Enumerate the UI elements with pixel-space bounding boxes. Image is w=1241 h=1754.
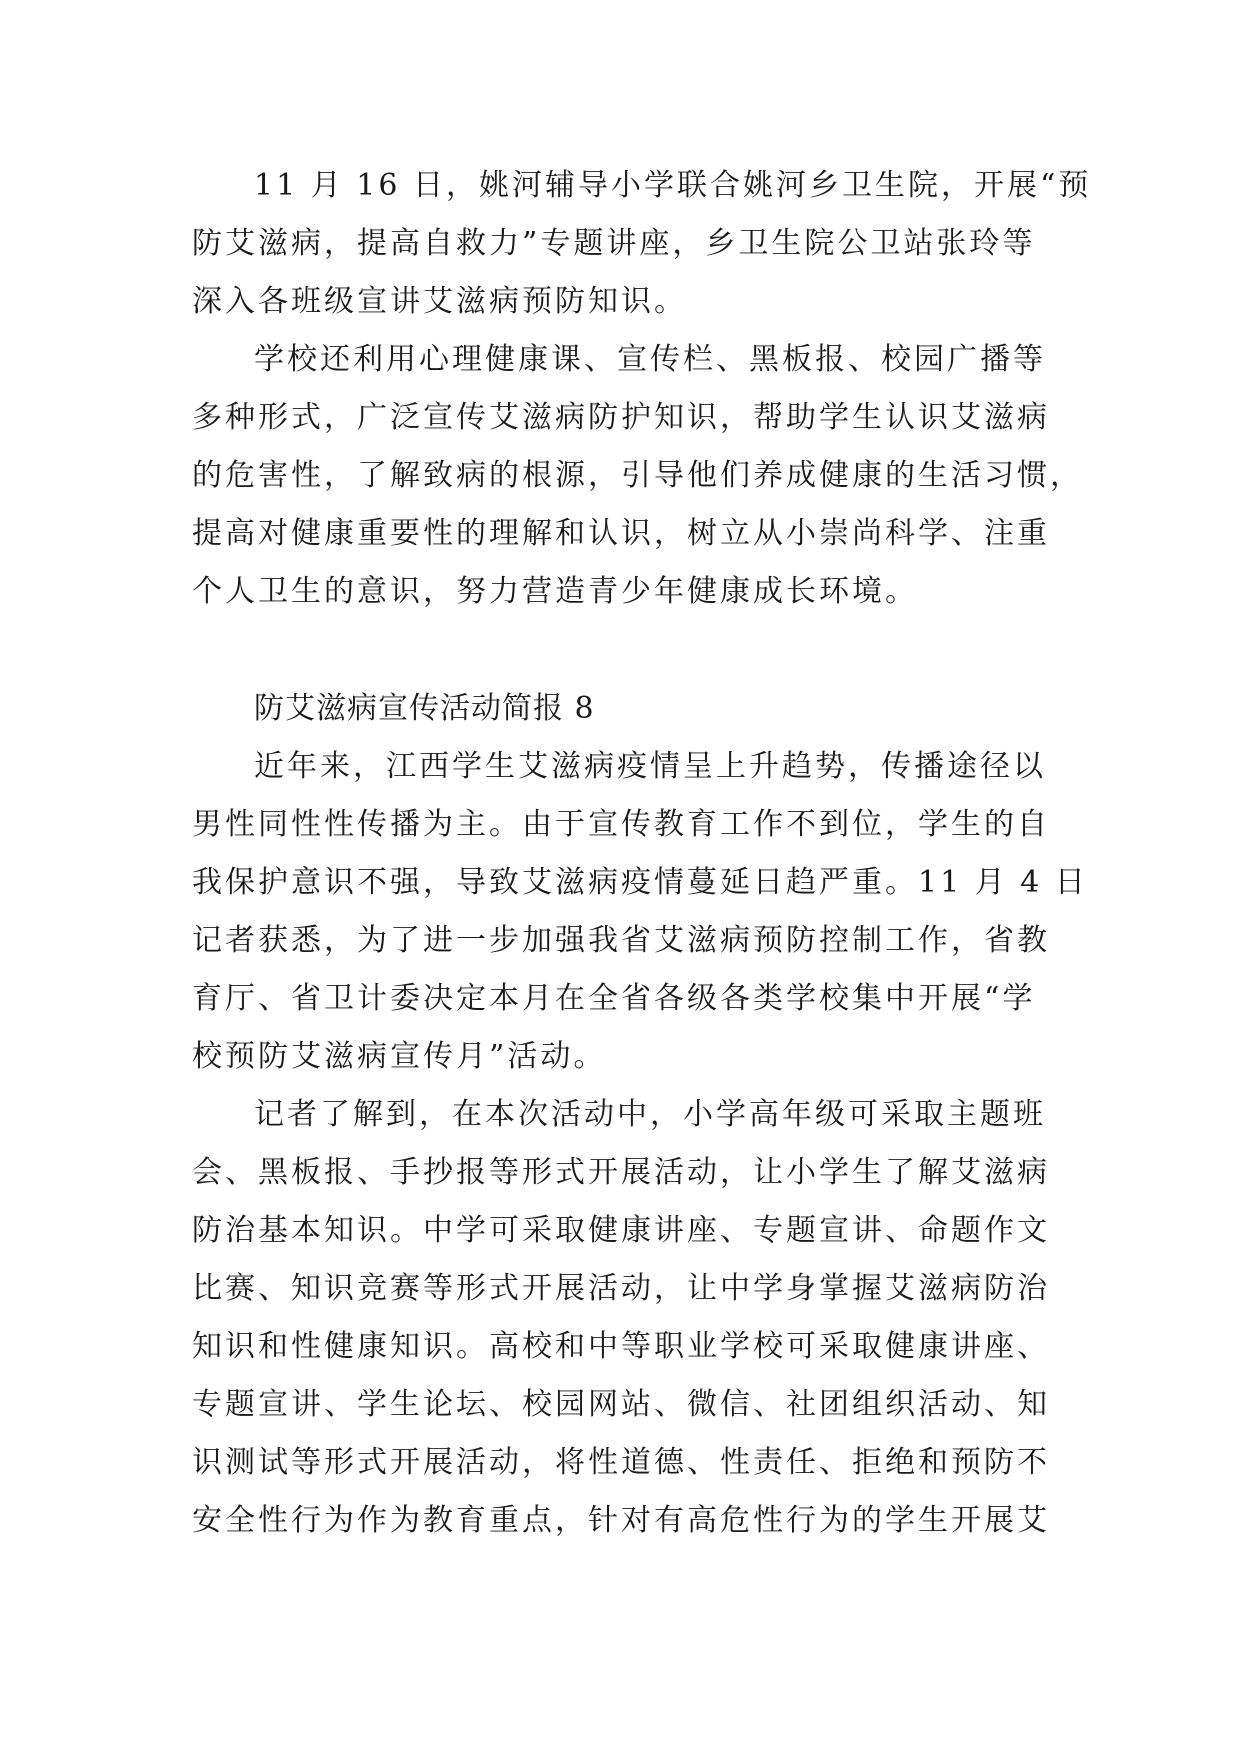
paragraph <box>192 157 1092 331</box>
section-heading: 防艾滋病宣传活动简报 8 <box>254 691 595 726</box>
paragraph <box>192 1086 1052 1550</box>
text-line: 防艾滋病，提高自救力”专题讲座，乡卫生院公卫站张玲等 <box>192 226 1036 261</box>
text-line: 知识和性健康知识。高校和中等职业学校可采取健康讲座、 <box>192 1329 1050 1364</box>
section-2 <box>192 680 1088 1550</box>
text-line: 提高对健康重要性的理解和认识，树立从小崇尚科学、注重 <box>192 516 1050 551</box>
text-line: 比赛、知识竞赛等形式开展活动，让中学身掌握艾滋病防治 <box>192 1271 1050 1306</box>
text-line: 记者获悉，为了进一步加强我省艾滋病预防控制工作，省教 <box>192 923 1050 958</box>
text-line: 我保护意识不强，导致艾滋病疫情蔓延日趋严重。11 月 4 日 <box>192 865 1088 900</box>
paragraph <box>192 331 1083 621</box>
text-line: 深入各班级宣讲艾滋病预防知识。 <box>192 284 687 319</box>
text-line: 安全性行为作为教育重点，针对有高危性行为的学生开展艾 <box>192 1503 1050 1538</box>
text-line: 防治基本知识。中学可采取健康讲座、专题宣讲、命题作文 <box>192 1213 1050 1248</box>
text-line: 个人卫生的意识，努力营造青少年健康成长环境。 <box>192 574 918 609</box>
text-line: 多种形式，广泛宣传艾滋病防护知识，帮助学生认识艾滋病 <box>192 400 1050 435</box>
section-1 <box>192 157 1092 621</box>
text-line: 识测试等形式开展活动，将性道德、性责任、拒绝和预防不 <box>192 1445 1050 1480</box>
text-line: 男性同性性传播为主。由于宣传教育工作不到位，学生的自 <box>192 807 1050 842</box>
text-line: 会、黑板报、手抄报等形式开展活动，让小学生了解艾滋病 <box>192 1155 1050 1190</box>
text-line: 记者了解到，在本次活动中，小学高年级可采取主题班 <box>254 1097 1046 1132</box>
paragraph <box>192 738 1088 1086</box>
text-line: 育厅、省卫计委决定本月在全省各级各类学校集中开展“学 <box>192 981 1036 1016</box>
text-line: 校预防艾滋病宣传月”活动。 <box>192 1039 607 1074</box>
text-line: 专题宣讲、学生论坛、校园网站、微信、社团组织活动、知 <box>192 1387 1050 1422</box>
text-line: 的危害性，了解致病的根源，引导他们养成健康的生活习惯， <box>192 458 1083 493</box>
text-line: 11 月 16 日，姚河辅导小学联合姚河乡卫生院，开展“预 <box>254 168 1092 203</box>
text-line: 学校还利用心理健康课、宣传栏、黑板报、校园广播等 <box>254 342 1046 377</box>
text-line: 近年来，江西学生艾滋病疫情呈上升趋势，传播途径以 <box>254 749 1046 784</box>
